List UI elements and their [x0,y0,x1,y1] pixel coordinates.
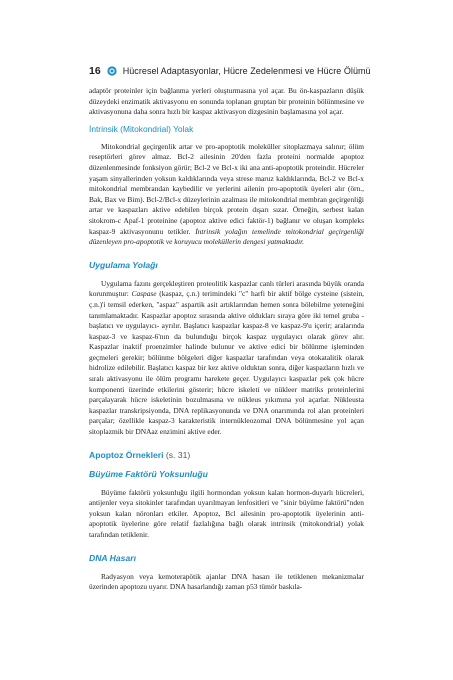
running-header [89,63,389,79]
intrinsic-italic-summary: İntrinsik yolağın temelinde mitokondrial geçirgenliği düzenleyen pro-apoptotik ve koruyucu moleküllerin dengesi yatmaktadır. [89,226,364,247]
apoptosis-examples-heading [89,450,364,460]
execution-text-rest: (kaspaz, ç.n.) terimindeki "c" harfi bir aktif bölge cysteine (sistein, ç.n.)'i temsil ederken, "aspaz" aspartik asit artıklarından hemen sonra bölebilme yeteneğini tanımlamaktadır. Kaspazlar apoptoz sırasında aktive oldukları sıraya göre iki temel gruba -başlatıcı ve uygulayıcı- ayrılır. Başlatıcı kaspazlar kaspaz-8 ve kaspaz-9'u içerir; aralarında kaspaz-3 ve kaspaz-6'nın da bulunduğu birçok kaspaz uygulayıcı olarak görev alır. Kaspazlar inaktif proenzimler halinde bulunur ve aktive edici bir bölünme işleminden geçmeleri gerekir; bölünme bölgeleri diğer kaspazlar tarafından veya otokatalitik olarak hidrolize edilebilir. Başlatıcı kaspaz bir kez aktive olduktan sonra, diğer kaspazların hızlı ve sıralı aktivasyonu ile ölüm programı harekete geçer. Uygulayıcı kaspazlar pek çok hücre komponenti üzerinde etkilerini gösterir; hücre iskeleti ve nükleer matriks proteinlerini parçalayarak hücre iskeletinin bozulmasına ve nükleus yıkımına yol açarlar. Nükleusta kaspazlar transkripsiyonda, DNA replikasyonunda ve DNA onarımında rol alan proteinleri parçalar; özellikle kaspaz-3 karakteristik internükleozomal DNA bölünmesine yol açan sitoplazmik bir DNAaz enzimini aktive eder. [89,289,364,437]
page-reference: (s. 31) [165,449,191,460]
execution-text-start: Uygulama fazını gerçekleştiren proteolitik kaspazlar canlı türleri arasında büyük oranda korunmuştur: [89,278,364,299]
dna-damage-heading: DNA Hasarı [89,552,136,563]
intrinsic-pathway-heading: İntrinsik (Mitokondrial) Yolak [89,123,194,134]
main-text [89,86,364,593]
execution-paragraph [89,279,364,438]
dna-damage-paragraph: Radyasyon veya kemoterapötik ajanlar DNA hasarı ile tetiklenen mekanizmalar üzerinden apoptozu uyarır. DNA hasarlandığı zaman p53 tümör baskıla- [89,571,364,592]
page-number: 16 [89,65,101,77]
caspase-term: Caspase [131,289,157,299]
growth-factor-heading: Büyüme Faktörü Yoksunluğu [89,468,208,479]
blue-bullet-icon [107,66,117,76]
chapter-title: Hücresel Adaptasyonlar, Hücre Zedelenmesi ve Hücre Ölümü [122,66,371,76]
execution-pathway-heading: Uygulama Yolağı [89,259,158,270]
intrinsic-paragraph [89,142,364,248]
intrinsic-text: Mitokondrial geçirgenlik artar ve pro-apoptotik moleküller sitoplazmaya salınır; ölüm reseptörleri görev almaz. Bcl-2 ailesinin 20'den fazla proteini normalde apoptoz düzenlenmesinde fonksiyon görür; Bcl-2 ve Bcl-x iki ana anti-apoptotik proteindir. Hücreler yaşam sinyallerinden yoksun kaldıklarında veya strese maruz kaldıklarında, Bcl-2 ve Bcl-x mitokondrial membrandan kaybedilir ve yerlerini ailenin pro-apoptotik üyeleri alır (örn., Bak, Bax ve Bim). Bcl-2/Bcl-x düzeylerinin azalması ile mitokondrial membran geçirgenliği artar ve kaspazları aktive edebilen birçok protein dışarı sızar. Örneğin, serbest kalan sitokrom-c Apaf-1 proteinine (apoptoz aktive edici faktör-1) bağlanır ve oluşan kompleks kaspaz-9 aktivasyonunu tetikler. [89,141,364,236]
growth-factor-paragraph: Büyüme faktörü yoksunluğu ilgili hormondan yoksun kalan hormon-duyarlı hücreleri, antijenler veya sitokinler tarafından uyarılmayan lenfositleri ve "sinir büyüme faktörü"nden yoksun kalan nöronları etkiler. Apoptoz, Bcl ailesinin pro-apoptotik üyelerinin anti-apoptotik üyelerine göre relatif fazlalığına bağlı olarak intrinsik (mitokondrial) yolak tarafından tetiklenir. [89,487,364,539]
intro-paragraph: adaptör proteinler için bağlanma yerleri oluşturmasına yol açar. Bu ön-kaspazların düşük düzeydeki enzimatik aktivasyonu en sonunda toplanan gruptan bir proteinin bölünmesine ve aktivasyonuna daha sonra hızlı bir kaspaz aktivasyon dizgesinin başlamasına yol açar. [89,86,364,117]
examples-title: Apoptoz Örnekleri [89,449,164,460]
